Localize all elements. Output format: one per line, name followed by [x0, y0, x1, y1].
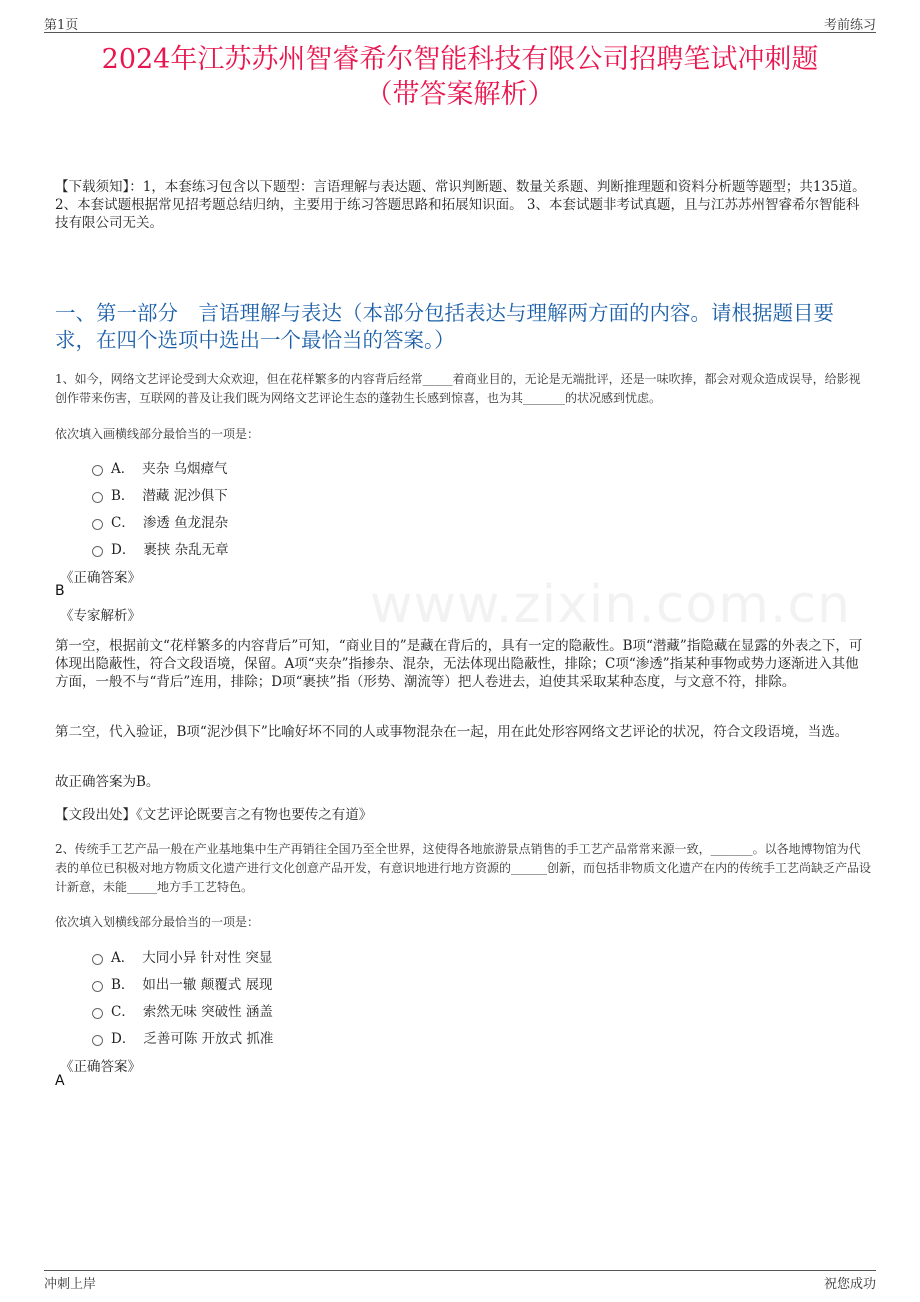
- q1-source: 【文段出处】《文艺评论既要言之有物也要传之有道》: [55, 807, 373, 823]
- option-text: 大同小异 针对性 突显: [142, 950, 273, 966]
- question-1-text: 1、如今，网络文艺评论受到大众欢迎，但在花样繁多的内容背后经常_____着商业目的，无论是无端批评，还是一味吹捧，都会对观众造成误导，给影视创作带来伤害，互联网的普及让我们既为网络文艺评论生态的蓬勃生长感到惊喜，也为其_______的状况感到忧虑。: [55, 372, 861, 405]
- option-key: D．: [111, 542, 136, 558]
- title-line-2: （带答案解析）: [365, 79, 555, 110]
- q2-option-a[interactable]: [92, 946, 272, 966]
- radio-icon[interactable]: [92, 519, 103, 530]
- header-note: 考前练习: [823, 18, 876, 33]
- option-key: A．: [111, 950, 135, 966]
- radio-icon[interactable]: [92, 954, 103, 965]
- q2-answer: A: [55, 1073, 65, 1089]
- option-key: A．: [111, 461, 135, 477]
- option-text: 渗透 鱼龙混杂: [142, 515, 229, 531]
- header-divider: [44, 32, 876, 33]
- q1-analysis-label: 《专家解析》: [60, 608, 141, 624]
- radio-icon[interactable]: [92, 546, 103, 557]
- option-key: D．: [111, 1031, 136, 1047]
- option-text: 索然无味 突破性 涵盖: [142, 1004, 273, 1020]
- q1-option-b[interactable]: [92, 484, 228, 504]
- q2-option-c[interactable]: [92, 1000, 273, 1020]
- document-title: [50, 42, 870, 112]
- option-text: 乏善可陈 开放式 抓准: [143, 1031, 274, 1047]
- footer-divider: [44, 1270, 876, 1271]
- option-key: C．: [111, 515, 135, 531]
- q1-option-a[interactable]: [92, 457, 228, 477]
- option-text: 裹挟 杂乱无章: [143, 542, 229, 558]
- footer-left: 冲刺上岸: [44, 1277, 97, 1292]
- watermark: www.zixin.com.cn: [370, 575, 851, 635]
- radio-icon[interactable]: [92, 1035, 103, 1046]
- radio-icon[interactable]: [92, 1008, 103, 1019]
- question-2-prompt: 依次填入划横线部分最恰当的一项是：: [55, 915, 260, 929]
- option-text: 如出一辙 颠覆式 展现: [142, 977, 273, 993]
- radio-icon[interactable]: [92, 492, 103, 503]
- radio-icon[interactable]: [92, 981, 103, 992]
- question-1-prompt: 依次填入画横线部分最恰当的一项是：: [55, 427, 260, 441]
- q2-answer-label: 《正确答案》: [60, 1059, 141, 1075]
- radio-icon[interactable]: [92, 465, 103, 476]
- q2-option-d[interactable]: [92, 1027, 273, 1047]
- q1-analysis-conclusion: 故正确答案为B。: [55, 774, 160, 790]
- section-heading: 一、第一部分 言语理解与表达（本部分包括表达与理解两方面的内容。请根据题目要求，在四个选项中选出一个最恰当的答案。）: [55, 301, 834, 352]
- option-key: C．: [111, 1004, 135, 1020]
- title-line-1: 2024年江苏苏州智睿希尔智能科技有限公司招聘笔试冲刺题: [101, 44, 819, 75]
- q2-option-b[interactable]: [92, 973, 273, 993]
- footer-right: 祝您成功: [823, 1277, 876, 1292]
- q1-analysis-paragraph: 第二空，代入验证，B项“泥沙俱下”比喻好坏不同的人或事物混杂在一起，用在此处形容网络文艺评论的状况，符合文段语境，当选。: [55, 724, 849, 740]
- q1-answer-label: 《正确答案》: [60, 570, 141, 586]
- page-header: [44, 14, 876, 31]
- option-key: B．: [111, 977, 135, 993]
- page-footer: [44, 1273, 876, 1290]
- option-text: 夹杂 乌烟瘴气: [142, 461, 228, 477]
- option-text: 潜藏 泥沙俱下: [142, 488, 228, 504]
- download-notice: 【下载须知】：1，本套练习包含以下题型：言语理解与表达题、常识判断题、数量关系题、判断推理题和资料分析题等题型；共135道。 2、本套试题根据常见招考题总结归纳，主要用于练习答题思路和拓展知识面。 3、本套试题非考试真题，且与江苏苏州智睿希尔智能科技有限公司无关。: [55, 179, 866, 231]
- option-key: B．: [111, 488, 135, 504]
- q1-option-c[interactable]: [92, 511, 228, 531]
- q1-analysis-paragraph: 第一空，根据前文“花样繁多的内容背后”可知，“商业目的”是藏在背后的，具有一定的隐蔽性。B项“潜藏”指隐藏在显露的外表之下，可体现出隐蔽性，符合文段语境，保留。A项“夹杂”指掺杂、混杂，无法体现出隐蔽性，排除；C项“渗透”指某种事物或势力逐渐进入其他方面，一般不与“背后”连用，排除；D项“裹挟”指（形势、潮流等）把人卷进去，迫使其采取某种态度，与文意不符，排除。: [55, 638, 863, 690]
- q1-answer: B: [55, 583, 65, 599]
- q1-option-d[interactable]: [92, 538, 229, 558]
- page-number: 第1页: [44, 18, 79, 33]
- question-2-text: 2、传统手工艺产品一般在产业基地集中生产再销往全国乃至全世界，这使得各地旅游景点销售的手工艺产品常常来源一致，_______。以各地博物馆为代表的单位已积极对地方物质文化遗产进行文化创意产品开发，有意识地进行地方资源的______创新，而包括非物质文化遗产在内的传统手工艺尚缺乏产品设计新意，未能_____地方手工艺特色。: [55, 842, 872, 894]
